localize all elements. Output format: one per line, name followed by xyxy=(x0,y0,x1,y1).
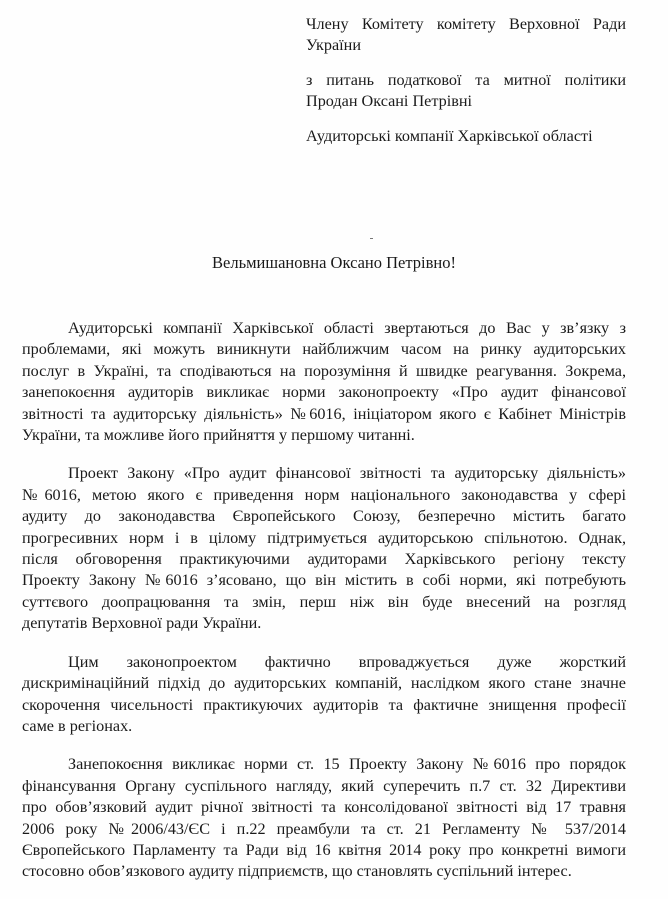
paragraph-line: саме в регіонах. xyxy=(22,716,133,735)
paragraph-line: занепокоєння аудиторів викликає норми законопроекту «Про аудит фінансової xyxy=(22,383,626,402)
paragraph-line: скорочення чисельності практикуючих аудиторів та фактичне знищення професії xyxy=(22,695,626,714)
paragraph-line: Аудиторські компанії Харківської області звертаються до Вас у зв’язку з xyxy=(68,319,626,337)
paragraph-line: дискримінаційний підхід до аудиторських компаній, наслідком якого стане значне xyxy=(22,674,626,693)
paragraph-line: №6016, метою якого є приведення норм національного законодавства у сфері xyxy=(22,485,626,504)
paragraph-line: Цим законопроектом фактично впроваджується дуже жорсткий xyxy=(68,652,626,671)
paragraph-line: депутатів Верховної ради України. xyxy=(22,614,262,633)
addressee-block xyxy=(306,14,626,161)
paragraph-line: прогресивних норм і в цілому підтримується аудиторською спільнотою. Однак, xyxy=(22,528,626,547)
paragraph-line: Проект Закону «Про аудит фінансової звітності та аудиторську діяльність» xyxy=(68,464,626,483)
scan-mark xyxy=(370,238,373,239)
paragraph-line: фінансування Органу суспільного нагляду, який суперечить п.7 ст. 32 Директиви xyxy=(22,776,626,795)
sender-line: Аудиторські компанії Харківської області xyxy=(306,127,593,145)
paragraph xyxy=(22,652,626,738)
addressee-recipient-title xyxy=(306,14,626,56)
addressee-line: Продан Оксані Петрівні xyxy=(306,92,473,110)
paragraph-line: проблемами, які можуть виникнути найближчим часом на ринку аудиторських xyxy=(22,340,626,359)
paragraph-line: 2006 року №2006/43/ЄС і п.22 преамбули та ст. 21 Регламенту № 537/2014 xyxy=(22,819,626,838)
addressee-line: Члену Комітету комітету Верховної Ради xyxy=(306,15,626,33)
sender xyxy=(306,126,626,147)
paragraph-line: стосовно обов’язкового аудиту підприємств, що становлять суспільний інтерес. xyxy=(22,862,572,881)
salutation: Вельмишановна Оксано Петрівно! xyxy=(212,253,456,272)
paragraph-line: Європейського Парламенту та Ради від 16 квітня 2014 року про конкретні вимоги xyxy=(22,840,626,859)
paragraph-line: України, та можливе його прийняття у першому читанні. xyxy=(22,426,415,445)
paragraph xyxy=(22,754,626,882)
letter-body xyxy=(22,318,626,900)
addressee-recipient-name xyxy=(306,70,626,112)
paragraph-line: аудиту до законодавства Європейського Союзу, безперечно містить багато xyxy=(22,507,626,526)
paragraph-line: звітності та аудиторську діяльність» №6016, ініціатором якого є Кабінет Міністрів xyxy=(22,404,626,423)
paragraph xyxy=(22,463,626,634)
paragraph-line: послуг в Україні, та сподіваються на порозуміння й швидке реагування. Зокрема, xyxy=(22,361,626,380)
paragraph-line: Занепокоєння викликає норми ст. 15 Проекту Закону №6016 про порядок xyxy=(68,755,626,774)
paragraph-line: Проекту Закону №6016 з’ясовано, що він містить в собі норми, які потребують xyxy=(22,571,626,590)
paragraph-line: після обговорення практикуючими аудиторами Харківського регіону тексту xyxy=(22,550,626,569)
addressee-line: України xyxy=(306,36,362,54)
paragraph-line: про обов’язковий аудит річної звітності та консолідованої звітності від 17 травня xyxy=(22,798,626,817)
addressee-line: з питань податкової та митної політики xyxy=(306,71,626,89)
paragraph xyxy=(22,318,626,446)
paragraph-line: суттєвого доопрацювання та змін, перш ніж він буде внесений на розгляд xyxy=(22,592,626,611)
